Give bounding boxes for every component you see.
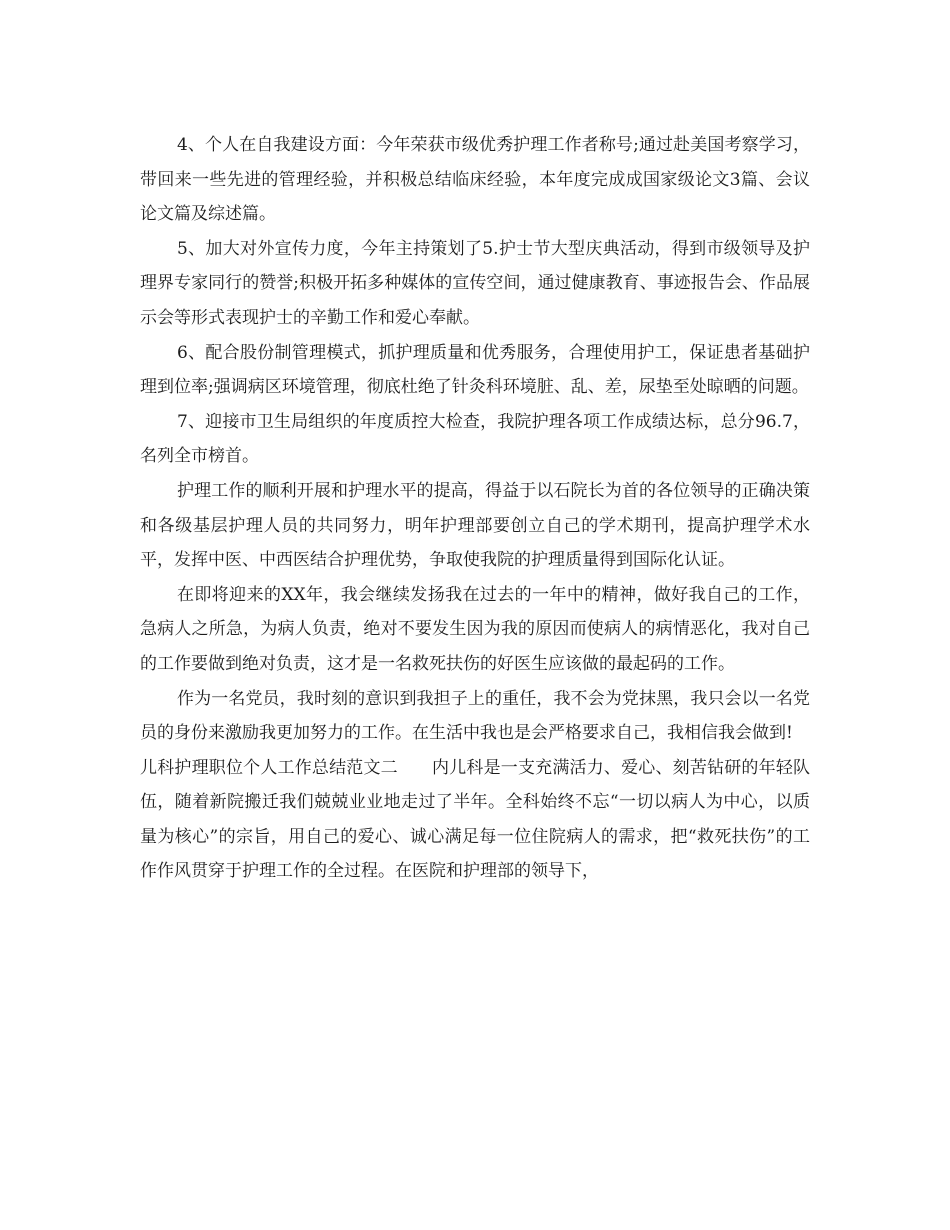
paragraph-party-member: 作为一名党员，我时刻的意识到我担子上的重任，我不会为党抹黑，我只会以一名党员的身份来激励我更加努力的工作。在生活中我也是会严格要求自己，我相信我会做到! bbox=[140, 688, 810, 744]
paragraph-next-year: 在即将迎来的XX年，我会继续发扬我在过去的一年中的精神，做好我自己的工作，急病人之所急，为病人负责，绝对不要发生因为我的原因而使病人的病情恶化，我对自己的工作要做到绝对负责，这才是一名救死扶伤的好医生应该做的最起码的工作。 bbox=[140, 584, 810, 674]
paragraph-management: 6、配合股份制管理模式，抓护理质量和优秀服务，合理使用护工，保证患者基础护理到位率;强调病区环境管理，彻底杜绝了针灸科环境脏、乱、差，尿垫至处晾晒的问题。 bbox=[140, 342, 810, 398]
paragraph-inspection: 7、迎接市卫生局组织的年度质控大检查，我院护理各项工作成绩达标，总分96.7，名列全市榜首。 bbox=[140, 411, 810, 467]
section-heading: 儿科护理职位个人工作总结范文二 bbox=[140, 757, 398, 778]
section-body: 内儿科是一支充满活力、爱心、刻苦钻研的年轻队伍，随着新院搬迁我们兢兢业业地走过了半年。全科始终不忘“一切以病人为中心，以质量为核心”的宗旨，用自己的爱心、诚心满足每一位住院病人的需求，把“救死扶伤”的工作作风贯穿于护理工作的全过程。在医院和护理部的领导下， bbox=[140, 757, 811, 882]
paragraph-self-development: 4、个人在自我建设方面：今年荣获市级优秀护理工作者称号;通过赴美国考察学习，带回来一些先进的管理经验，并积极总结临床经验，本年度完成成国家级论文3篇、会议论文篇及综述篇。 bbox=[140, 135, 810, 225]
document-body bbox=[140, 128, 810, 889]
paragraph-publicity: 5、加大对外宣传力度，今年主持策划了5.护士节大型庆典活动，得到市级领导及护理界专家同行的赞誉;积极开拓多种媒体的宣传空间，通过健康教育、事迹报告会、作品展示会等形式表现护士的辛勤工作和爱心奉献。 bbox=[140, 238, 810, 328]
section-two bbox=[140, 751, 810, 889]
paragraph-acknowledgement: 护理工作的顺利开展和护理水平的提高，得益于以石院长为首的各位领导的正确决策和各级基层护理人员的共同努力，明年护理部要创立自己的学术期刊，提高护理学术水平，发挥中医、中西医结合护理优势，争取使我院的护理质量得到国际化认证。 bbox=[140, 480, 810, 571]
